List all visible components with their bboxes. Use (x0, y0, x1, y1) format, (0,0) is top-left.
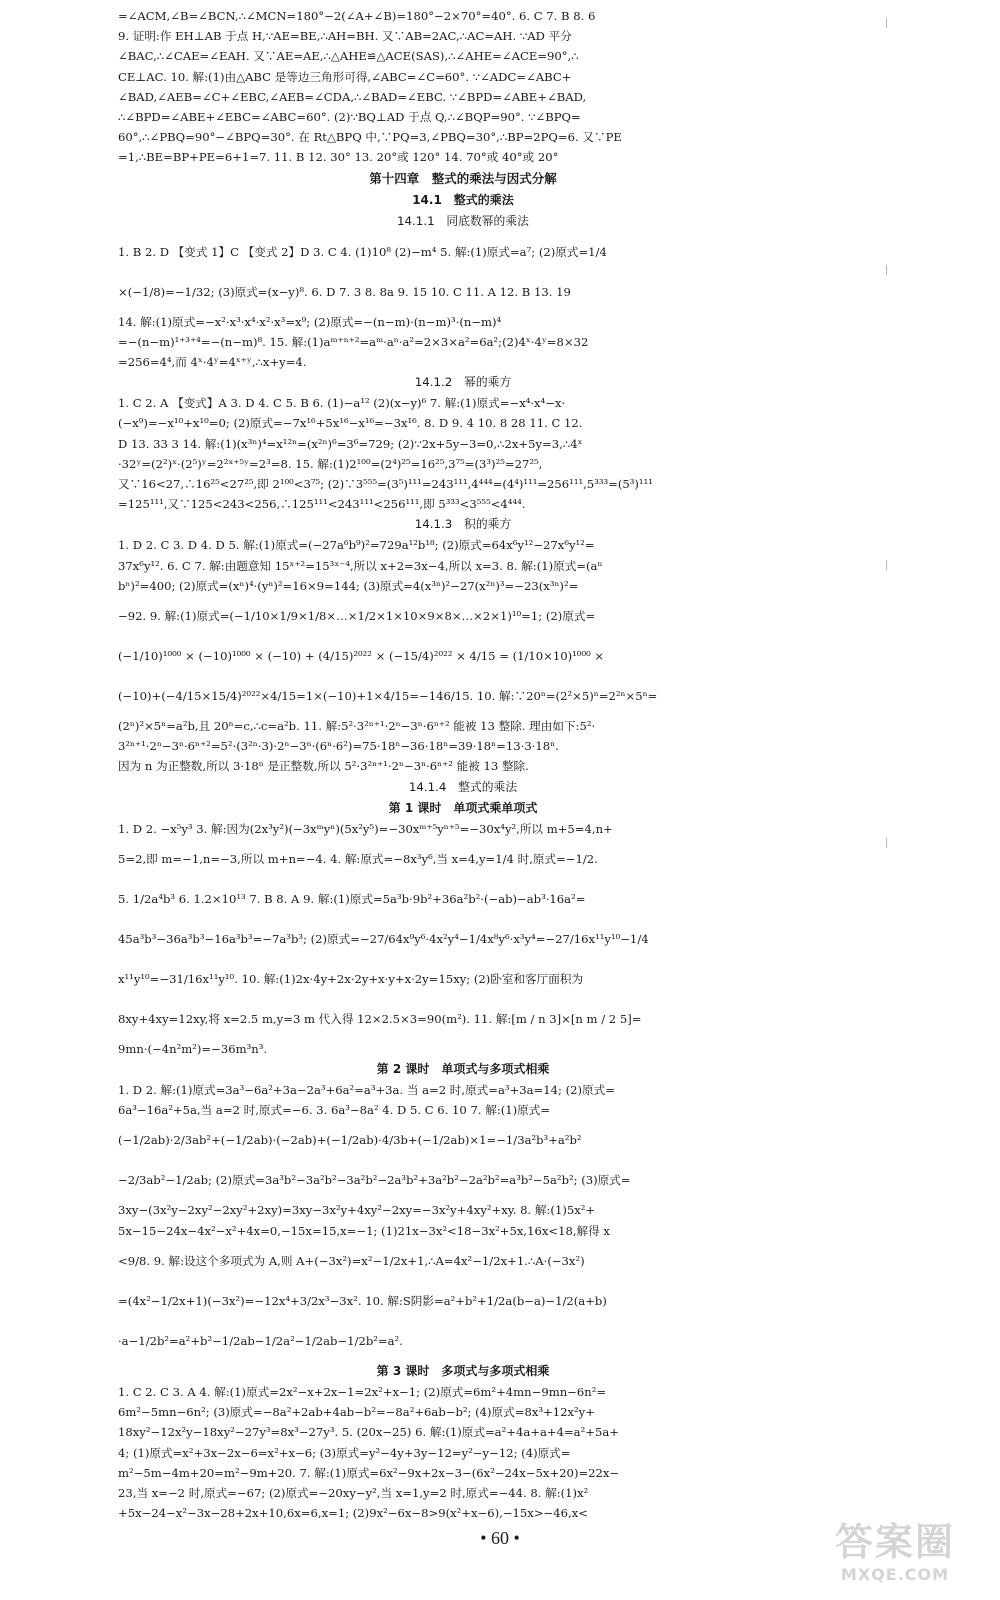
text-line: 23,当 x=−2 时,原式=−67; (2)原式=−20xy−y²,当 x=1,y=2 时,原式=−44. 8. 解:(1)x² (118, 1485, 589, 1500)
text-line: =−(n−m)¹⁺³⁺⁴=−(n−m)⁸. 15. 解:(1)aᵐ⁺ⁿ⁺²=aᵐ·aⁿ·a²=2×3×a²=6a²;(2)4ˣ·4ʸ=8×32 (118, 334, 589, 349)
answer-page (118, 6, 808, 1523)
subsection-answers (118, 232, 808, 373)
text-line: 3xy−(3x²y−2xy²−2xy²+2xy)=3xy−3x²y+4xy²−2xy=−3x²y+4xy²+xy. 8. 解:(1)5x²+ (118, 1203, 596, 1218)
text-line: 5x−15−24x−4x²−x²+4x=0,−15x=15,x=−1; (1)21x−3x²<18−3x²+5x,16x<18,解得 x (118, 1223, 610, 1238)
text-line: 45a³b³−36a³b³−16a³b³=−7a³b³; (2)原式=−27/64x⁹y⁶·4x²y⁴−1/4x⁸y⁶·x³y⁴=−27/16x¹¹y¹⁰−1/4 (118, 931, 649, 946)
margin-tick (886, 838, 887, 848)
margin-tick (886, 18, 887, 28)
text-line: 9mn·(−4n²m²)=−36m³n³. (118, 1041, 268, 1056)
text-line: ∠BAC,∴∠CAE=∠EAH. 又∵AE=AE,∴△AHE≌△ACE(SAS),∴∠AHE=∠ACE=90°,∴ (118, 49, 579, 64)
text-line: +5x−24−x²−3x−28+2x+10,6x=6,x=1; (2)9x²−6x−8>9(x²+x−6),−15x>−46,x< (118, 1506, 588, 1521)
text-line: =125¹¹¹,又∵125<243<256,∴125¹¹¹<243¹¹¹<256¹¹¹,即 5³³³<3⁵⁵⁵<4⁴⁴⁴. (118, 497, 526, 512)
text-line: 1. B 2. D 【变式 1】C 【变式 2】D 3. C 4. (1)10⁸ (2)−m⁴ 5. 解:(1)原式=a⁷; (2)原式=1/4 (118, 244, 607, 259)
lesson-answers (118, 1382, 808, 1523)
text-line: 5. 1/2a⁴b³ 6. 1.2×10¹³ 7. B 8. A 9. 解:(1)原式=5a³b·9b²+36a²b²·(−ab)−ab³·16a²= (118, 891, 586, 906)
text-line: 又∵16<27,∴16²⁵<27²⁵,即 2¹⁰⁰<3⁷⁵; (2)∵3⁵⁵⁵=(3⁵)¹¹¹=243¹¹¹,4⁴⁴⁴=(4⁴)¹¹¹=256¹¹¹,5³³³=(5³)¹¹¹ (118, 477, 653, 492)
text-line: 4; (1)原式=x²+3x−2x−6=x²+x−6; (3)原式=y²−4y+3y−12=y²−y−12; (4)原式= (118, 1445, 571, 1460)
text-line: 3²ⁿ⁺¹·2ⁿ−3ⁿ·6ⁿ⁺²=5²·(3²ⁿ·3)·2ⁿ−3ⁿ·(6ⁿ·6²)=75·18ⁿ−36·18ⁿ=39·18ⁿ=13·3·18ⁿ. (118, 739, 559, 754)
margin-tick (886, 265, 887, 275)
lesson-title: 第 1 课时 单项式乘单项式 (388, 800, 538, 815)
text-line: −92. 9. 解:(1)原式=(−1/10×1/9×1/8×…×1/2×1×10×9×8×…×2×1)¹⁰=1; (2)原式= (118, 609, 596, 624)
text-line: 5=2,即 m=−1,n=−3,所以 m+n=−4. 4. 解:原式=−8x³y⁶,当 x=4,y=1/4 时,原式=−1/2. (118, 851, 598, 866)
text-line: =256=4⁴,而 4ˣ·4ʸ=4ˣ⁺ʸ,∴x+y=4. (118, 355, 307, 370)
text-line: ×(−1/8)=−1/32; (3)原式=(x−y)⁸. 6. D 7. 3 8. 8a 9. 15 10. C 11. A 12. B 13. 19 (118, 284, 571, 299)
watermark-logo (810, 1520, 980, 1594)
subsection-answers (118, 535, 808, 776)
text-line: 6a³−16a²+5a,当 a=2 时,原式=−6. 3. 6a³−8a² 4. D 5. C 6. 10 7. 解:(1)原式= (118, 1103, 551, 1118)
text-line: bⁿ)²=400; (2)原式=(xⁿ)⁴·(yⁿ)²=16×9=144; (3)原式=4(x³ⁿ)²−27(x²ⁿ)³=−23(x³ⁿ)²= (118, 578, 579, 593)
text-line: (−1/10)¹⁰⁰⁰ × (−10)¹⁰⁰⁰ × (−10) + (4/15)²⁰²² × (−15/4)²⁰²² × 4/15 = (1/10×10)¹⁰⁰⁰ × (118, 649, 605, 664)
text-line: m²−5m−4m+20=m²−9m+20. 7. 解:(1)原式=6x²−9x+2x−3−(6x²−24x−5x+20)=22x− (118, 1465, 620, 1480)
text-line: (2ⁿ)²×5ⁿ=a²b,且 20ⁿ=c,∴c=a²b. 11. 解:5²·3²ⁿ⁺¹·2ⁿ−3ⁿ·6ⁿ⁺² 能被 13 整除. 理由如下:5²· (118, 719, 596, 734)
chapter-title: 第十四章 整式的乘法与因式分解 (369, 170, 557, 186)
text-line: ∠BAD,∠AEB=∠C+∠EBC,∠AEB=∠CDA,∴∠BAD=∠EBC. ∵∠BPD=∠ABE+∠BAD, (118, 89, 587, 104)
margin-tick (886, 560, 887, 570)
text-line: 60°,∴∠PBQ=90°−∠BPQ=30°. 在 Rt△BPQ 中,∵PQ=3,∠PBQ=30°,∴BP=2PQ=6. 又∵PE (118, 130, 622, 145)
subsection-answers (118, 393, 808, 514)
watermark-url: MXQE.COM (840, 1565, 950, 1584)
text-line: 9. 证明:作 EH⊥AB 于点 H,∵AE=BE,∴AH=BH. 又∵AB=2AC,∴AC=AH. ∵AD 平分 (118, 29, 572, 44)
text-line: 1. C 2. C 3. A 4. 解:(1)原式=2x²−x+2x−1=2x²+x−1; (2)原式=6m²+4mn−9mn−6n²= (118, 1384, 607, 1399)
text-line: 6m²−5mn−6n²; (3)原式=−8a²+2ab+4ab−b²=−8a²+6ab−b²; (4)原式=8x³+12x²y+ (118, 1405, 595, 1420)
lesson-title: 第 2 课时 单项式与多项式相乘 (376, 1062, 550, 1077)
text-line: 1. C 2. A 【变式】A 3. D 4. C 5. B 6. (1)−a¹² (2)(x−y)⁶ 7. 解:(1)原式=−x⁴·x⁴−x· (118, 396, 566, 411)
text-line: (−1/2ab)·2/3ab²+(−1/2ab)·(−2ab)+(−1/2ab)·4/3b+(−1/2ab)×1=−1/3a²b³+a²b² (118, 1133, 582, 1148)
lesson-title: 第 3 课时 多项式与多项式相乘 (376, 1363, 550, 1378)
text-line: ·32ʸ=(2²)ˣ·(2⁵)ʸ=2²ˣ⁺⁵ʸ=2³=8. 15. 解:(1)2¹⁰⁰=(2⁴)²⁵=16²⁵,3⁷⁵=(3³)²⁵=27²⁵, (118, 456, 543, 471)
text-line: <9/8. 9. 解:设这个多项式为 A,则 A+(−3x²)=x²−1/2x+1,∴A=4x²−1/2x+1.∴A·(−3x²) (118, 1253, 585, 1268)
page-number: • 60 • (480, 1528, 520, 1548)
text-line: 18xy²−12x²y−18xy²−27y³=8x³−27y³. 5. (20x−25) 6. 解:(1)原式=a²+4a+a+4=a²+5a+ (118, 1425, 619, 1440)
text-line: =1,∴BE=BP+PE=6+1=7. 11. B 12. 30° 13. 20°或 120° 14. 70°或 40°或 20° (118, 150, 559, 165)
subsection-title: 14.1.4 整式的乘法 (408, 779, 518, 794)
text-line: ·a−1/2b²=a²+b²−1/2ab−1/2a²−1/2ab−1/2b²=a². (118, 1333, 403, 1348)
text-line: =(4x²−1/2x+1)(−3x²)=−12x⁴+3/2x³−3x². 10. 解:S阴影=a²+b²+1/2a(b−a)−1/2(a+b) (118, 1293, 607, 1308)
lesson-answers (118, 1080, 808, 1361)
text-line: (−x⁹)=−x¹⁰+x¹⁰=0; (2)原式=−7x¹⁶+5x¹⁶−x¹⁶=−3x¹⁶. 8. D 9. 4 10. 8 28 11. C 12. (118, 416, 583, 431)
text-line: 37x⁶y¹². 6. C 7. 解:由题意知 15ˣ⁺²=15³ˣ⁻⁴,所以 x+2=3x−4,所以 x=3. 8. 解:(1)原式=(aⁿ (118, 558, 603, 573)
top-block (118, 6, 808, 168)
text-line: (−10)+(−4/15×15/4)²⁰²²×4/15=1×(−10)+1×4/15=−146/15. 10. 解:∵20ⁿ=(2²×5)ⁿ=2²ⁿ×5ⁿ= (118, 689, 658, 704)
subsection-title: 14.1.1 同底数幂的乘法 (397, 213, 529, 228)
text-line: 1. D 2. −x⁵y³ 3. 解:因为(2x³y²)(−3xᵐyⁿ)(5x²y⁵)=−30xᵐ⁺⁵yⁿ⁺⁵=−30x⁴y²,所以 m+5=4,n+ (118, 821, 613, 836)
watermark-text: 答案圈 (834, 1520, 955, 1564)
text-line: D 13. 33 3 14. 解:(1)(x³ⁿ)⁴=x¹²ⁿ=(x²ⁿ)⁶=3⁶=729; (2)∵2x+5y−3=0,∴2x+5y=3,∴4ˣ (118, 436, 583, 451)
lesson-answers (118, 819, 808, 1059)
text-line: =∠ACM,∠B=∠BCN,∴∠MCN=180°−2(∠A+∠B)=180°−2×70°=40°. 6. C 7. B 8. 6 (118, 9, 596, 23)
section-title: 14.1 整式的乘法 (412, 192, 514, 207)
subsection-title: 14.1.3 积的乘方 (414, 517, 512, 532)
text-line: 1. D 2. C 3. D 4. D 5. 解:(1)原式=(−27a⁶b⁹)²=729a¹²b¹⁸; (2)原式=64x⁶y¹²−27x⁶y¹²= (118, 538, 595, 553)
text-line: −2/3ab²−1/2ab; (2)原式=3a³b²−3a²b²−3a²b²−2a³b²+3a²b²−2a²b²=a³b²−5a²b²; (3)原式= (118, 1173, 631, 1188)
text-line: ∴∠BPD=∠ABE+∠EBC=∠ABC=60°. (2)∵BQ⊥AD 于点 Q,∴∠BQP=90°. ∵∠BPQ= (118, 110, 581, 125)
text-line: 因为 n 为正整数,所以 3·18ⁿ 是正整数,所以 5²·3²ⁿ⁺¹·2ⁿ−3ⁿ·6ⁿ⁺² 能被 13 整除. (118, 759, 529, 774)
text-line: 1. D 2. 解:(1)原式=3a³−6a²+3a−2a³+6a²=a³+3a. 当 a=2 时,原式=a³+3a=14; (2)原式= (118, 1083, 615, 1098)
text-line: 8xy+4xy=12xy,将 x=2.5 m,y=3 m 代入得 12×2.5×3=90(m²). 11. 解:[m / n 3]×[n m / 2 5]= (118, 1011, 642, 1026)
text-line: x¹¹y¹⁰=−31/16x¹¹y¹⁰. 10. 解:(1)2x·4y+2x·2y+x·y+x·2y=15xy; (2)卧室和客厅面积为 (118, 971, 584, 986)
text-line: CE⊥AC. 10. 解:(1)由△ABC 是等边三角形可得,∠ABC=∠C=60°. ∵∠ADC=∠ABC+ (118, 69, 572, 84)
text-line: 14. 解:(1)原式=−x²·x³·x⁴·x²·x³=x⁹; (2)原式=−(n−m)·(n−m)³·(n−m)⁴ (118, 314, 502, 329)
subsection-title: 14.1.2 幂的乘方 (414, 375, 512, 390)
